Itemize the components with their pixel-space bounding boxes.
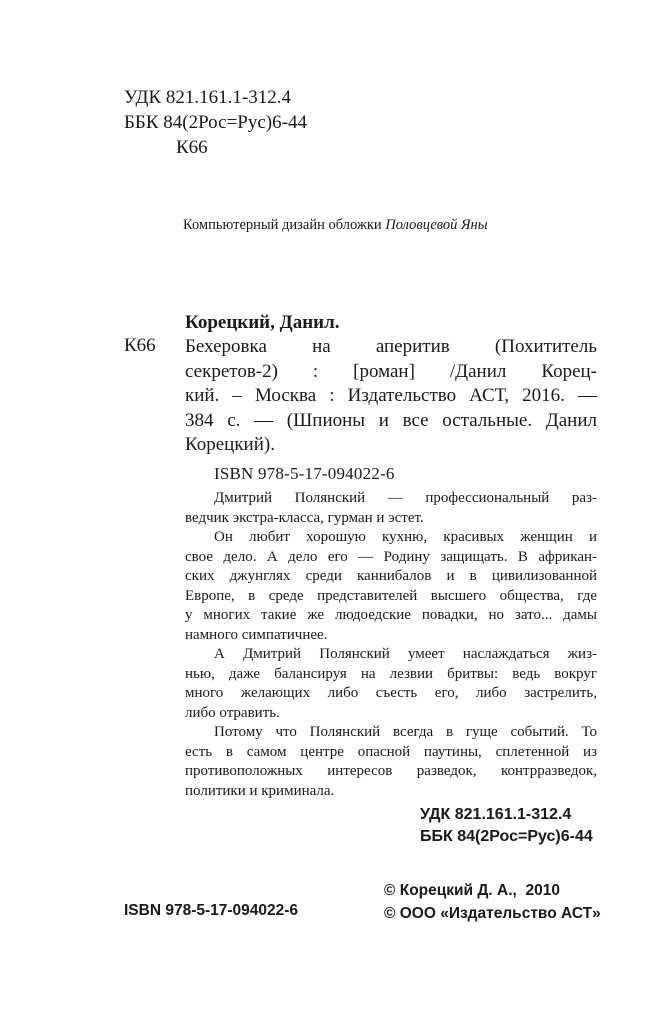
copyright-publisher: © ООО «Издательство АСТ» [384, 905, 601, 922]
cover-design-label: Компьютерный дизайн обложки [183, 217, 382, 233]
annotation-line: противоположных интересов разведок, контрразведок, [185, 763, 597, 779]
description-line: кий. – Москва : Издательство АСТ, 2016. — [185, 385, 597, 406]
description-line: 384 с. — (Шпионы и все остальные. Данил [185, 409, 597, 431]
annotation-line: у многих такие же людоедские повадки, но зато... дамы [185, 607, 597, 623]
record-author-mark: К66 [124, 335, 156, 356]
bbk-code: ББК 84(2Рос=Рус)6-44 [124, 112, 307, 133]
author-mark: К66 [176, 137, 208, 158]
description-line: Корецкий). [185, 434, 275, 455]
annotation-line: нью, даже балансируя на лезвии бритвы: ведь вокруг [185, 665, 597, 682]
annotation-line: ведчик экстра-класса, гурман и эстет. [185, 509, 424, 526]
copyright-block [384, 879, 601, 925]
annotation-line: много желающих либо съесть его, либо застрелить, [185, 685, 597, 701]
footer-classification [420, 804, 593, 848]
record-description [185, 335, 597, 458]
footer-bbk: ББК 84(2Рос=Рус)6-44 [420, 828, 593, 845]
top-classification [124, 85, 307, 160]
annotation-line: Он любит хорошую кухню, красивых женщин и [214, 529, 597, 545]
udk-code: УДК 821.161.1-312.4 [124, 87, 291, 108]
record-isbn: ISBN 978-5-17-094022-6 [214, 464, 395, 483]
record-author: Корецкий, Данил. [185, 312, 340, 333]
annotation-line: Дмитрий Полянский — профессиональный раз- [214, 490, 597, 506]
cover-design-credit [183, 217, 488, 234]
footer-isbn: ISBN 978-5-17-094022-6 [124, 902, 299, 919]
annotation-line: намного симпатичнее. [185, 626, 328, 643]
description-line: секретов-2) : [роман] /Данил Корец- [185, 360, 597, 382]
annotation-line: А Дмитрий Полянский умеет наслаждаться жиз- [214, 646, 597, 662]
copyright-author: © Корецкий Д. А., 2010 [384, 882, 560, 899]
annotation [185, 489, 597, 801]
annotation-line: свое дело. А дело его — Родину защищать. В африкан- [185, 548, 597, 565]
footer-udk: УДК 821.161.1-312.4 [420, 806, 572, 823]
annotation-line: есть в самом центре опасной паутины, сплетенной из [185, 743, 597, 760]
annotation-line: либо отравить. [185, 704, 280, 721]
annotation-line: Европе, в среде представителей высшего общества, где [185, 587, 597, 604]
annotation-line: ских джунглях среди каннибалов и в цивилизованной [185, 568, 597, 584]
annotation-line: Потому что Полянский всегда в гуще событий. То [214, 724, 597, 740]
annotation-line: политики и криминала. [185, 782, 335, 799]
description-line: Бехеровка на аперитив (Похититель [185, 336, 597, 357]
cover-designer-name: Половцевой Яны [385, 217, 488, 233]
